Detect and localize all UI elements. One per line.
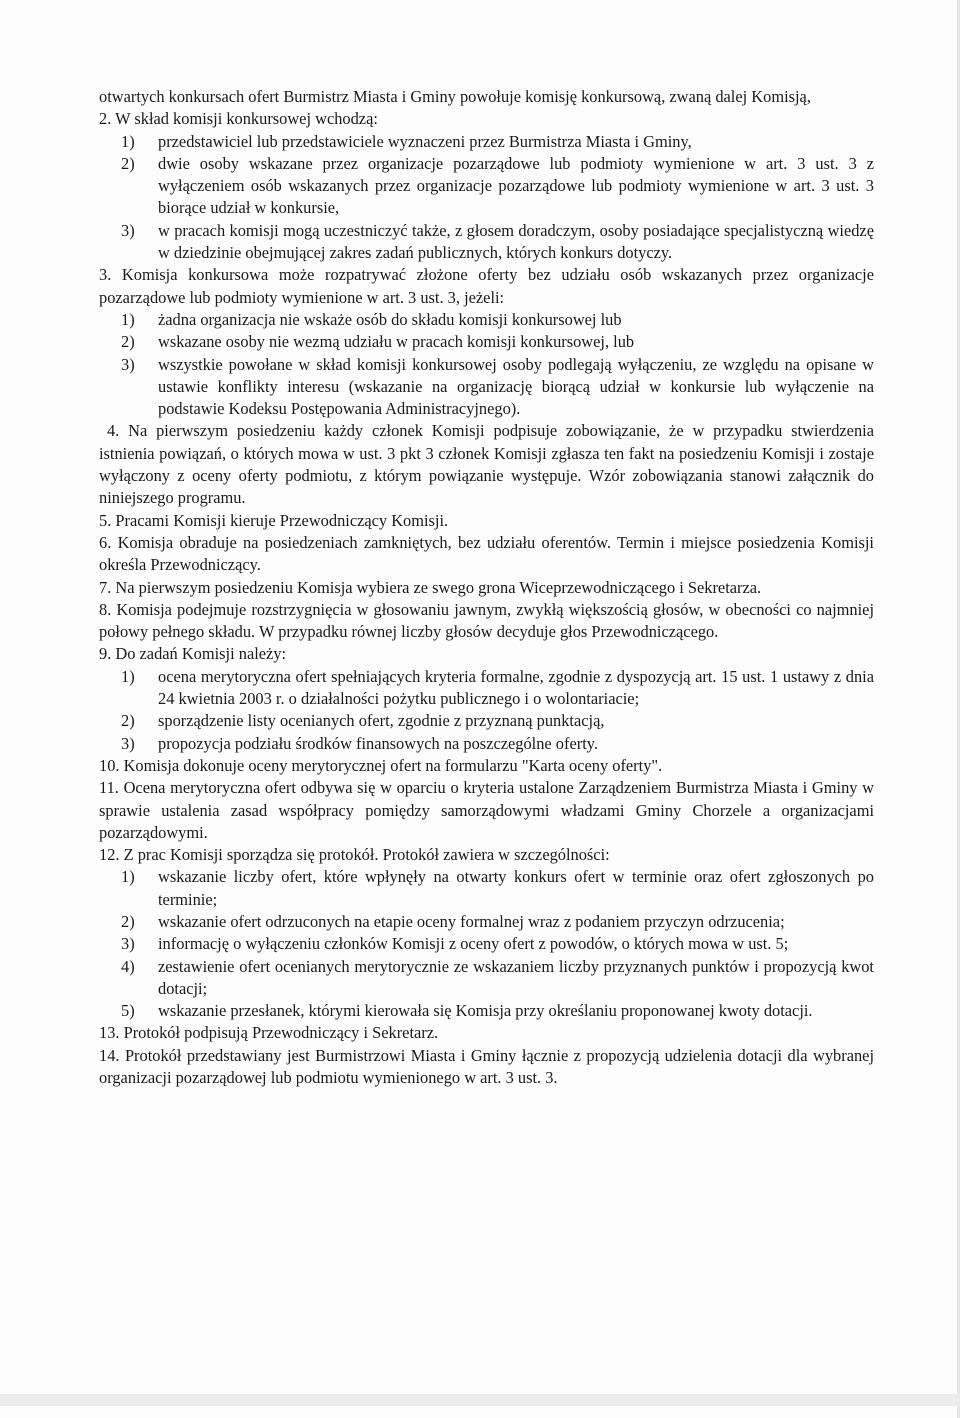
list-item-number: 4) bbox=[121, 956, 135, 976]
list-item-number: 3) bbox=[121, 354, 135, 374]
list-item-text: propozycja podziału środków finansowych na poszczególne oferty. bbox=[158, 733, 598, 753]
section-8-paragraph: 8. Komisja podejmuje rozstrzygnięcia w głosowaniu jawnym, zwykłą większością głosów, w obecności co najmniej połowy pełnego składu. W przypadku równej liczby głosów decyduje głos Przewodniczącego. bbox=[99, 599, 874, 642]
list-item-text: wskazanie przesłanek, którymi kierowała się Komisja przy określaniu proponowanej kwoty dotacji. bbox=[158, 1001, 813, 1021]
list-item bbox=[99, 956, 874, 1001]
list-item bbox=[99, 331, 874, 353]
list-item-text: przedstawiciel lub przedstawiciele wyznaczeni przez Burmistrza Miasta i Gminy, bbox=[158, 131, 692, 151]
list-item bbox=[99, 911, 874, 933]
list-item-text: informację o wyłączeniu członków Komisji z oceny ofert z powodów, o których mowa w ust. 5; bbox=[158, 934, 789, 954]
document-body bbox=[99, 86, 874, 1089]
section-10-paragraph: 10. Komisja dokonuje oceny merytorycznej ofert na formularzu "Karta oceny oferty". bbox=[99, 755, 663, 775]
list-item-text: wszystkie powołane w skład komisji konkursowej osoby podlegają wyłączeniu, ze względu na opisane w ustawie konflikty interesu (wskazanie na organizację biorącą udział w konkursie lub wyłączenie na podstawie Kodeksu Postępowania Administracyjnego). bbox=[158, 354, 874, 419]
list-item-number: 3) bbox=[121, 934, 135, 954]
list-item bbox=[99, 309, 874, 331]
list-item bbox=[99, 933, 874, 955]
list-item bbox=[99, 866, 874, 911]
section-9-heading: 9. Do zadań Komisji należy: bbox=[99, 644, 287, 664]
page-edge-bottom bbox=[0, 1394, 960, 1406]
list-item-text: dwie osoby wskazane przez organizacje pozarządowe lub podmioty wymienione w art. 3 ust. 3 z wyłączeniem osób wskazanych przez organizacje pozarządowe lub podmioty wymienione w art. 3 ust. 3 biorące udział w konkursie, bbox=[158, 153, 874, 218]
list-item-text: ocena merytoryczna ofert spełniających kryteria formalne, zgodnie z dyspozycją art. 15 ust. 1 ustawy z dnia 24 kwietnia 2003 r. o działalności pożytku publicznego i o wolontariacie; bbox=[158, 666, 874, 709]
section-7-paragraph: 7. Na pierwszym posiedzeniu Komisja wybiera ze swego grona Wiceprzewodniczącego i Sekretarza. bbox=[99, 577, 762, 597]
section-11-paragraph: 11. Ocena merytoryczna ofert odbywa się w oparciu o kryteria ustalone Zarządzeniem Burmistrza Miasta i Gminy w sprawie ustalenia zasad współpracy pomiędzy samorządowymi władzami Gminy Chorzele a organizacjami pozarządowymi. bbox=[99, 778, 874, 842]
list-item-text: wskazanie ofert odrzuconych na etapie oceny formalnej wraz z podaniem przyczyn odrzucenia; bbox=[158, 911, 785, 931]
list-item-number: 2) bbox=[121, 911, 135, 931]
section-4-paragraph: 4. Na pierwszym posiedzeniu każdy członek Komisji podpisuje zobowiązanie, że w przypadku stwierdzenia istnienia powiązań, o których mowa w ust. 3 pkt 3 członek Komisji zgłasza ten fakt na posiedzeniu Komisji i zostaje wyłączony z oceny oferty podmiotu, z którym powiązanie występuje. Wzór zobowiązania stanowi załącznik do niniejszego programu. bbox=[99, 421, 874, 508]
list-item bbox=[99, 733, 874, 755]
list-item-number: 5) bbox=[121, 1001, 135, 1021]
list-item-text: żadna organizacja nie wskaże osób do składu komisji konkursowej lub bbox=[158, 309, 622, 329]
list-item-number: 3) bbox=[121, 220, 135, 240]
intro-paragraph: otwartych konkursach ofert Burmistrz Miasta i Gminy powołuje komisję konkursową, zwaną dalej Komisją, bbox=[99, 87, 811, 106]
list-item-text: zestawienie ofert ocenianych merytorycznie ze wskazaniem liczby przyznanych punktów i propozycją kwot dotacji; bbox=[158, 956, 874, 998]
list-item bbox=[99, 710, 874, 732]
list-item-number: 1) bbox=[121, 309, 135, 329]
section-5-paragraph: 5. Pracami Komisji kieruje Przewodniczący Komisji. bbox=[99, 510, 449, 530]
list-item-number: 2) bbox=[121, 711, 135, 731]
list-item-number: 1) bbox=[121, 666, 135, 686]
list-item-text: w pracach komisji mogą uczestniczyć także, z głosem doradczym, osoby posiadające specjalistyczną wiedzę w dziedzinie obejmującej zakres zadań publicznych, których konkurs dotyczy. bbox=[158, 220, 874, 263]
section-13-paragraph: 13. Protokół podpisują Przewodniczący i Sekretarz. bbox=[99, 1023, 439, 1043]
list-item-text: sporządzenie listy ocenianych ofert, zgodnie z przyznaną punktacją, bbox=[158, 711, 605, 731]
list-item-number: 2) bbox=[121, 153, 135, 173]
list-item bbox=[99, 220, 874, 265]
list-item bbox=[99, 153, 874, 220]
list-item-number: 1) bbox=[121, 131, 135, 151]
list-item-number: 1) bbox=[121, 867, 135, 887]
list-item-number: 2) bbox=[121, 332, 135, 352]
section-6-paragraph: 6. Komisja obraduje na posiedzeniach zamkniętych, bez udziału oferentów. Termin i miejsce posiedzenia Komisji określa Przewodniczący. bbox=[99, 532, 874, 575]
section-2-heading: 2. W skład komisji konkursowej wchodzą: bbox=[99, 109, 378, 129]
list-item-number: 3) bbox=[121, 733, 135, 753]
list-item bbox=[99, 354, 874, 421]
list-item bbox=[99, 1000, 874, 1022]
list-item bbox=[99, 666, 874, 711]
section-3-heading: 3. Komisja konkursowa może rozpatrywać złożone oferty bez udziału osób wskazanych przez organizacje pozarządowe lub podmioty wymienione w art. 3 ust. 3, jeżeli: bbox=[99, 265, 874, 307]
list-item-text: wskazanie liczby ofert, które wpłynęły na otwarty konkurs ofert w terminie oraz ofert zgłoszonych po terminie; bbox=[158, 867, 874, 909]
section-14-paragraph: 14. Protokół przedstawiany jest Burmistrzowi Miasta i Gminy łącznie z propozycją udzielenia dotacji dla wybranej organizacji pozarządowej lub podmiotu wymienionego w art. 3 ust. 3. bbox=[99, 1045, 874, 1088]
list-item-text: wskazane osoby nie wezmą udziału w pracach komisji konkursowej, lub bbox=[158, 332, 635, 352]
list-item bbox=[99, 131, 874, 153]
section-12-heading: 12. Z prac Komisji sporządza się protokół. Protokół zawiera w szczególności: bbox=[99, 845, 610, 865]
